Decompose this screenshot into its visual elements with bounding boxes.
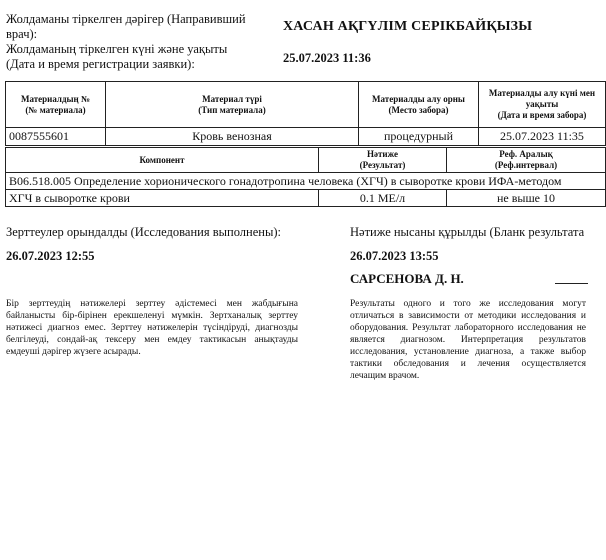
collection-datetime-header: Материалды алу күні мен уақыты (Дата и время забора): [479, 82, 606, 128]
reference-header: Реф. Аралық (Реф.интервал): [447, 148, 606, 173]
referring-doctor-label-line2: врач):: [6, 27, 38, 41]
material-table: [5, 81, 606, 146]
performed-label: Зерттеулер орындалды (Исследования выполнены):: [6, 225, 281, 239]
material-number-header: Материалдың № (№ материала): [6, 82, 106, 128]
registration-label-line1: Жолдаманың тіркелген күні және уақыты: [6, 42, 228, 56]
material-type: Кровь венозная: [106, 128, 359, 146]
results-table: [5, 147, 606, 207]
disclaimer-kz: Бір зерттеудің нәтижелері зерттеу әдістемесі мен жабдығына байланысты бір-бірінен ерекшеленуі мүмкін. Зертханалық зерттеу нәтижесі диагноз емес. Зерттеу нәтижелерін түсіндіруді, диагнозды белгілеуді, сондай-ақ тексеру мен емдеу тактикасын анықтауды емдеуші дәрігер жүзеге асырады.: [6, 299, 298, 357]
reference-value: не выше 10: [447, 190, 606, 207]
referring-doctor-name: ХАСАН АҚГҮЛІМ СЕРІКБАЙҚЫЗЫ: [283, 19, 533, 34]
signer-name: САРСЕНОВА Д. Н.: [350, 271, 464, 286]
disclaimer-ru: Результаты одного и того же исследования могут отличаться в зависимости от методики исследования и оборудования. Результат лабораторного исследования не является диагнозом. Интерпретация результатов исследования, установление диагноза, а также выбор тактики обследования и лечения осуществляется лечащим врачом.: [350, 299, 586, 381]
form-created-date: 26.07.2023 13:55: [350, 249, 439, 263]
referring-doctor-label-line1: Жолдаманы тіркелген дәрігер (Направивший: [6, 12, 246, 26]
registration-datetime: 25.07.2023 11:36: [283, 51, 371, 65]
result-value: 0.1 МЕ/л: [319, 190, 447, 207]
collection-datetime: 25.07.2023 11:35: [479, 128, 606, 146]
performed-date: 26.07.2023 12:55: [6, 249, 95, 263]
form-created-label: Нәтиже нысаны құрылды (Бланк результата: [350, 225, 585, 239]
result-header: Нәтиже (Результат): [319, 148, 447, 173]
collection-place-header: Материалды алу орны (Место забора): [359, 82, 479, 128]
material-row: [6, 128, 606, 146]
table-row: [6, 190, 606, 207]
signature-line: [555, 283, 588, 284]
registration-label-line2: (Дата и время регистрации заявки):: [6, 57, 195, 71]
material-number: 0087555601: [6, 128, 106, 146]
component-name: ХГЧ в сыворотке крови: [6, 190, 319, 207]
collection-place: процедурный: [359, 128, 479, 146]
test-method-row: В06.518.005 Определение хорионического гонадотропина человека (ХГЧ) в сыворотке крови ИФА-методом: [6, 173, 606, 190]
component-header: Компонент: [6, 148, 319, 173]
material-type-header: Материал түрі (Тип материала): [106, 82, 359, 128]
